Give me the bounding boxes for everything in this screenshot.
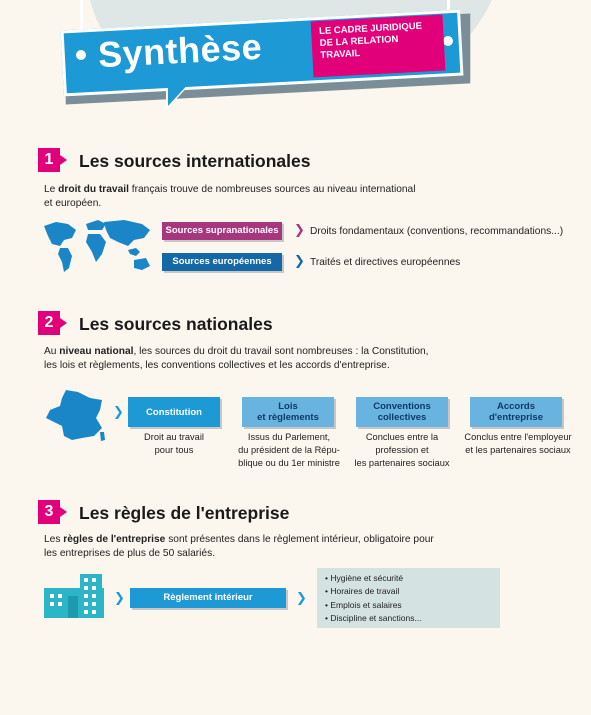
chevron-right-icon: ❯	[294, 222, 305, 237]
section-3-title: Les règles de l'entreprise	[79, 503, 290, 523]
section-1-number: 1	[38, 148, 60, 172]
list-item: • Hygiène et sécurité	[325, 573, 404, 583]
sources-europeennes-label: Sources européennes	[162, 253, 282, 271]
section-3-number: 3	[38, 500, 60, 524]
list-item: • Emplois et salaires	[325, 599, 402, 610]
list-item: • Discipline et sanctions...	[325, 613, 422, 624]
chevron-right-icon: ❯	[296, 590, 307, 605]
card-lois-reglements-text: Issus du Parlement, du président de la Répu- blique ou du 1er ministre	[238, 432, 340, 468]
sources-supranationales-label: Sources supranationales	[162, 222, 282, 240]
banner-pin-left	[76, 50, 86, 60]
sources-europeennes-text: Traités et directives européennes	[310, 257, 461, 268]
section-2-number: 2	[38, 311, 60, 335]
section-1-intro: Le droit du travail français trouve de nombreuses sources au niveau international et européen.	[44, 184, 416, 209]
banner-tail	[168, 80, 192, 106]
list-item: • Horaires de travail	[325, 586, 400, 597]
building-icon	[44, 574, 104, 618]
card-conventions-collectives-text: Conclues entre la profession et les partenaires sociaux	[354, 432, 450, 468]
card-accords-entreprise: Accords d'entreprise	[470, 397, 562, 427]
reglement-interieur-list	[317, 568, 500, 628]
chevron-right-icon: ❯	[114, 590, 125, 605]
card-constitution: Constitution	[128, 397, 220, 427]
sources-supranationales-text: Droits fondamentaux (conventions, recommandations...)	[310, 226, 564, 237]
page-title: Synthèse	[97, 25, 264, 76]
section-2-intro: Au niveau national, les sources du droit du travail sont nombreuses : la Constitution, les lois et règlements, les conventions collectives et les accords d'entreprise.	[44, 346, 429, 371]
card-accords-entreprise-text: Conclus entre l'employeur et les partenaires sociaux	[464, 432, 572, 455]
card-conventions-collectives: Conventions collectives	[356, 397, 448, 427]
france-map-icon	[44, 388, 108, 442]
banner-pin-right	[443, 36, 453, 46]
chevron-right-icon: ❯	[113, 404, 124, 419]
section-2-title: Les sources nationales	[79, 314, 273, 334]
page-subtitle: LE CADRE JURIDIQUE DE LA RELATION TRAVAIL	[311, 15, 446, 78]
card-constitution-text: Droit au travail pour tous	[144, 432, 204, 455]
chevron-right-icon: ❯	[294, 253, 305, 268]
reglement-interieur-label: Règlement intérieur	[130, 588, 286, 608]
section-3-intro: Les règles de l'entreprise sont présentes dans le règlement intérieur, obligatoire pour les entreprises de plus de 50 salariés.	[44, 534, 434, 559]
card-lois-reglements: Lois et règlements	[242, 397, 334, 427]
world-map-icon	[42, 216, 154, 276]
section-1-title: Les sources internationales	[79, 151, 311, 171]
